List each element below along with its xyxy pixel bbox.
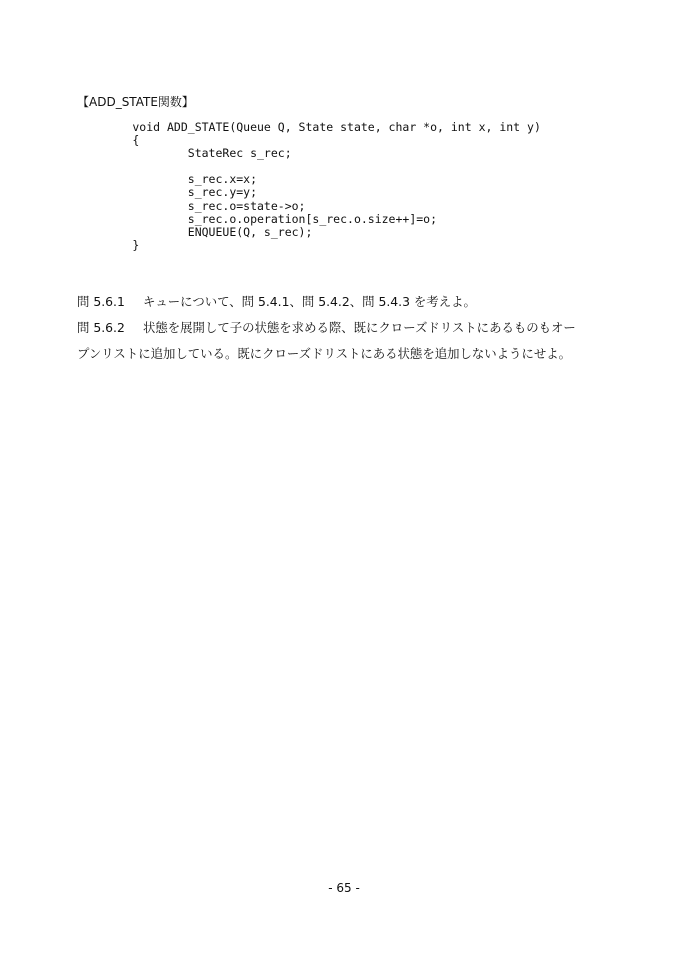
code-line: s_rec.o=state->o;: [77, 198, 306, 213]
exercise-item: [77, 315, 622, 341]
code-line: s_rec.x=x;: [77, 172, 258, 187]
exercise-list: [77, 289, 622, 367]
exercise-text: 状態を展開して子の状態を求める際、既にクローズドリストにあるものもオー: [143, 320, 576, 335]
code-line: }: [77, 237, 140, 252]
exercise-item: [77, 289, 622, 315]
code-block: [77, 121, 541, 252]
exercise-number: 問 5.6.2: [77, 320, 125, 335]
code-line: ENQUEUE(Q, s_rec);: [77, 224, 313, 239]
section-heading: 【ADD_STATE関数】: [77, 95, 194, 109]
code-line: {: [77, 133, 140, 148]
exercise-text-continuation: プンリストに追加している。既にクローズドリストにある状態を追加しないようにせよ。: [77, 346, 572, 361]
code-line: StateRec s_rec;: [77, 146, 292, 161]
code-line: s_rec.o.operation[s_rec.o.size++]=o;: [77, 211, 438, 226]
code-line: s_rec.y=y;: [77, 185, 258, 200]
exercise-number: 問 5.6.1: [77, 294, 125, 309]
page-number: - 65 -: [328, 881, 360, 895]
code-line: void ADD_STATE(Queue Q, State state, char *o, int x, int y): [77, 120, 541, 134]
exercise-text: キューについて、問 5.4.1、問 5.4.2、問 5.4.3 を考えよ。: [143, 294, 476, 309]
